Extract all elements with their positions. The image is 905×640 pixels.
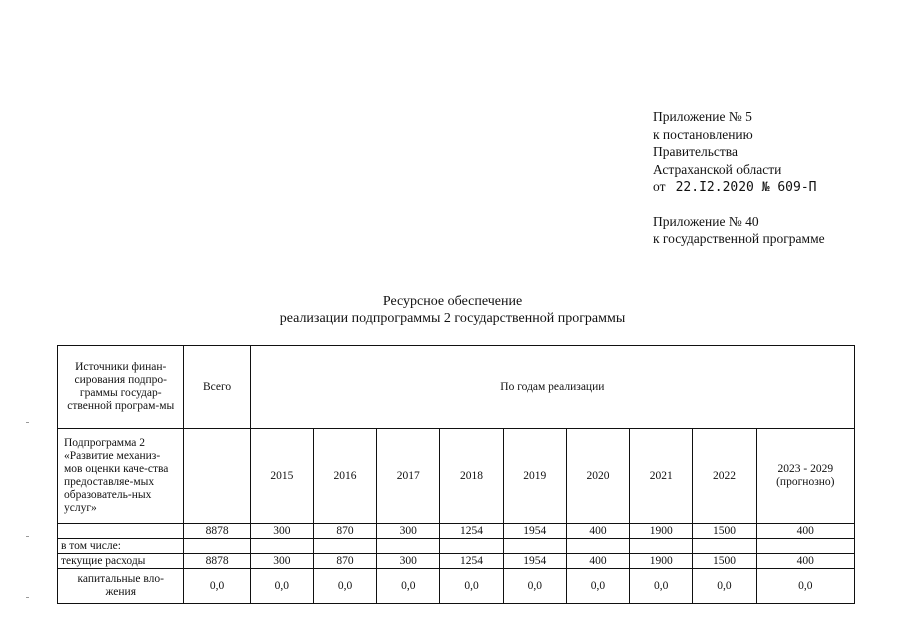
table-cell xyxy=(630,539,693,554)
table-cell xyxy=(440,539,503,554)
table-cell: 1500 xyxy=(693,524,756,539)
appendix-line: Правительства xyxy=(653,144,738,159)
appendix-line: Астраханской области xyxy=(653,161,782,177)
table-cell: 0,0 xyxy=(250,569,313,604)
year-header: 2021 xyxy=(630,429,693,524)
title-line-1: Ресурсное обеспечение xyxy=(382,294,523,309)
table-cell xyxy=(566,539,629,554)
program-name: Подпрограмма 2 «Развитие механиз-мов оценки каче-ства предоставляе-мых образователь-ных услуг» xyxy=(58,429,184,524)
margin-mark xyxy=(26,536,29,537)
appendix-block xyxy=(653,108,825,248)
row-total: 8878 xyxy=(184,554,250,569)
table-cell: 300 xyxy=(377,554,440,569)
table-cell: 870 xyxy=(313,554,376,569)
table-cell: 870 xyxy=(313,524,376,539)
table-cell xyxy=(503,539,566,554)
table-cell: 0,0 xyxy=(630,569,693,604)
table-cell xyxy=(693,539,756,554)
resource-table xyxy=(57,345,855,604)
table-cell: 0,0 xyxy=(440,569,503,604)
appendix-date-prefix: от xyxy=(653,179,666,194)
row-label: в том числе: xyxy=(58,539,184,554)
appendix-line: Приложение № 5 xyxy=(653,109,752,124)
table-row xyxy=(58,539,855,554)
table-cell: 300 xyxy=(250,554,313,569)
table-cell: 300 xyxy=(250,524,313,539)
header-total: Всего xyxy=(184,346,250,429)
table-cell: 0,0 xyxy=(503,569,566,604)
table-cell: 400 xyxy=(756,554,854,569)
header-years: По годам реализации xyxy=(250,346,854,429)
document-title xyxy=(0,293,905,327)
table-row xyxy=(58,554,855,569)
row-total: 8878 xyxy=(184,524,250,539)
appendix-line: к постановлению xyxy=(653,126,753,142)
table-cell: 1254 xyxy=(440,524,503,539)
table-cell: 1900 xyxy=(630,554,693,569)
row-label: капитальные вло-жения xyxy=(58,569,184,604)
table-cell: 1500 xyxy=(693,554,756,569)
table-cell: 300 xyxy=(377,524,440,539)
table-cell: 0,0 xyxy=(566,569,629,604)
margin-mark xyxy=(26,597,29,598)
row-total: 0,0 xyxy=(184,569,250,604)
table-cell: 400 xyxy=(566,524,629,539)
table-cell xyxy=(250,539,313,554)
year-header: 2017 xyxy=(377,429,440,524)
appendix-date: 22.I2.2020 № 609-П xyxy=(675,180,817,195)
table-row xyxy=(58,524,855,539)
title-line-2: реализации подпрограммы 2 государственной программы xyxy=(279,311,626,326)
table-cell: 0,0 xyxy=(313,569,376,604)
table-cell: 1954 xyxy=(503,554,566,569)
table-cell: 400 xyxy=(566,554,629,569)
table-cell: 0,0 xyxy=(693,569,756,604)
appendix-line: Приложение № 40 xyxy=(653,213,759,229)
row-total xyxy=(184,539,250,554)
table-cell xyxy=(313,539,376,554)
table-cell: 0,0 xyxy=(756,569,854,604)
table-cell xyxy=(756,539,854,554)
year-header: 2018 xyxy=(440,429,503,524)
year-header: 2019 xyxy=(503,429,566,524)
program-total-empty xyxy=(184,429,250,524)
appendix-date-line xyxy=(653,178,825,197)
year-header: 2022 xyxy=(693,429,756,524)
margin-mark xyxy=(26,422,29,423)
appendix-line: к государственной программе xyxy=(653,231,825,246)
year-header: 2020 xyxy=(566,429,629,524)
table-cell: 1954 xyxy=(503,524,566,539)
row-label: текущие расходы xyxy=(58,554,184,569)
table-cell: 0,0 xyxy=(377,569,440,604)
header-source: Источники финан-сирования подпро-граммы государ-ственной програм-мы xyxy=(58,346,184,429)
year-header: 2015 xyxy=(250,429,313,524)
table-cell: 1900 xyxy=(630,524,693,539)
table-row xyxy=(58,569,855,604)
row-label xyxy=(58,524,184,539)
year-header: 2023 - 2029 (прогнозно) xyxy=(756,429,854,524)
year-header: 2016 xyxy=(313,429,376,524)
table-cell xyxy=(377,539,440,554)
table-cell: 400 xyxy=(756,524,854,539)
table-cell: 1254 xyxy=(440,554,503,569)
